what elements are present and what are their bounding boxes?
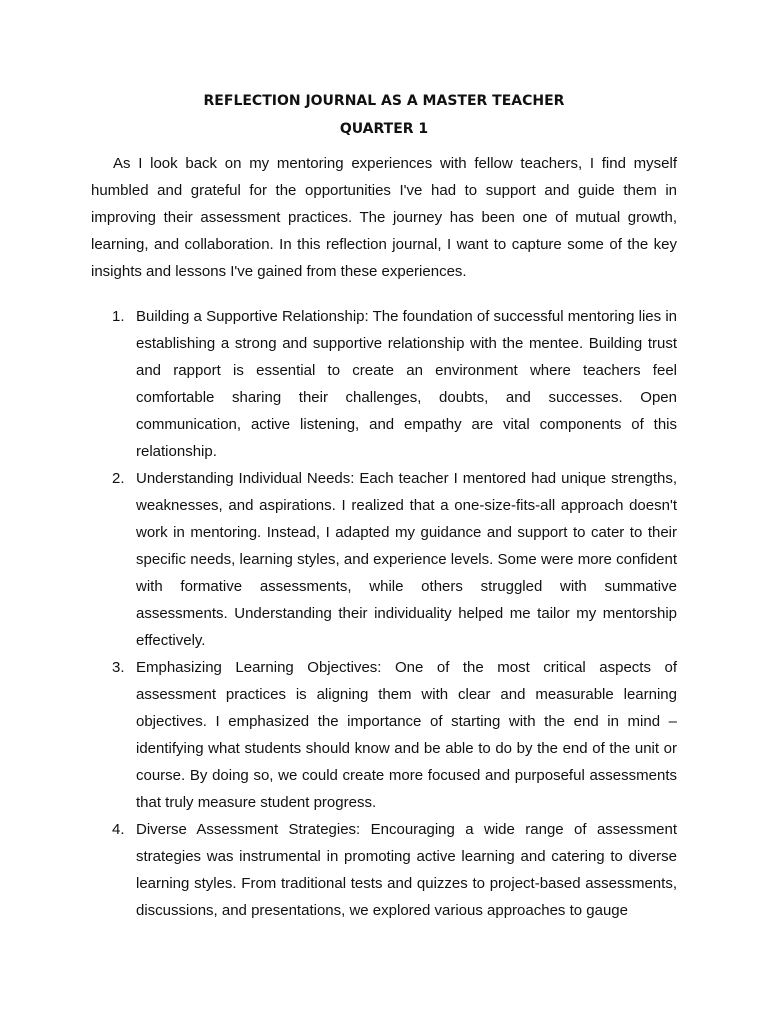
list-item [91,465,677,654]
list-item-text: Diverse Assessment Strategies: Encouraging a wide range of assessment strategies was instrumental in promoting active learning and catering to diverse learning styles. From traditional tests and quizzes to project-based assessments, discussions, and presentations, we explored various approaches to gauge [136,821,677,919]
list-item [91,654,677,816]
list-item-text: Understanding Individual Needs: Each teacher I mentored had unique strengths, weaknesses, and aspirations. I realized that a one-size-fits-all approach doesn't work in mentoring. Instead, I adapted my guidance and support to cater to their specific needs, learning styles, and experience levels. Some were more confident with formative assessments, while others struggled with summative assessments. Understanding their individuality helped me tailor my mentorship effectively. [136,470,677,649]
list-item-text: Emphasizing Learning Objectives: One of the most critical aspects of assessment practices is aligning them with clear and measurable learning objectives. I emphasized the importance of starting with the end in mind – identifying what students should know and be able to do by the end of the unit or course. By doing so, we could create more focused and purposeful assessments that truly measure student progress. [136,659,677,811]
list-item-number: 4. [112,821,125,838]
document-subtitle-quarter: QUARTER 1 [339,121,429,137]
insights-list [91,303,677,924]
list-item-text: Building a Supportive Relationship: The foundation of successful mentoring lies in establishing a strong and supportive relationship with the mentee. Building trust and rapport is essential to create an environment where teachers feel comfortable sharing their challenges, doubts, and successes. Open communication, active listening, and empathy are vital components of this relationship. [136,308,677,460]
list-item-number: 2. [112,470,125,487]
list-item [91,303,677,465]
list-item-number: 1. [112,308,125,325]
list-item [91,816,677,924]
list-item-number: 3. [112,659,125,676]
document-title: REFLECTION JOURNAL AS A MASTER TEACHER [203,93,565,109]
intro-paragraph: As I look back on my mentoring experiences with fellow teachers, I find myself humbled and grateful for the opportunities I've had to support and guide them in improving their assessment practices. The journey has been one of mutual growth, learning, and collaboration. In this reflection journal, I want to capture some of the key insights and lessons I've gained from these experiences. [91,155,677,280]
